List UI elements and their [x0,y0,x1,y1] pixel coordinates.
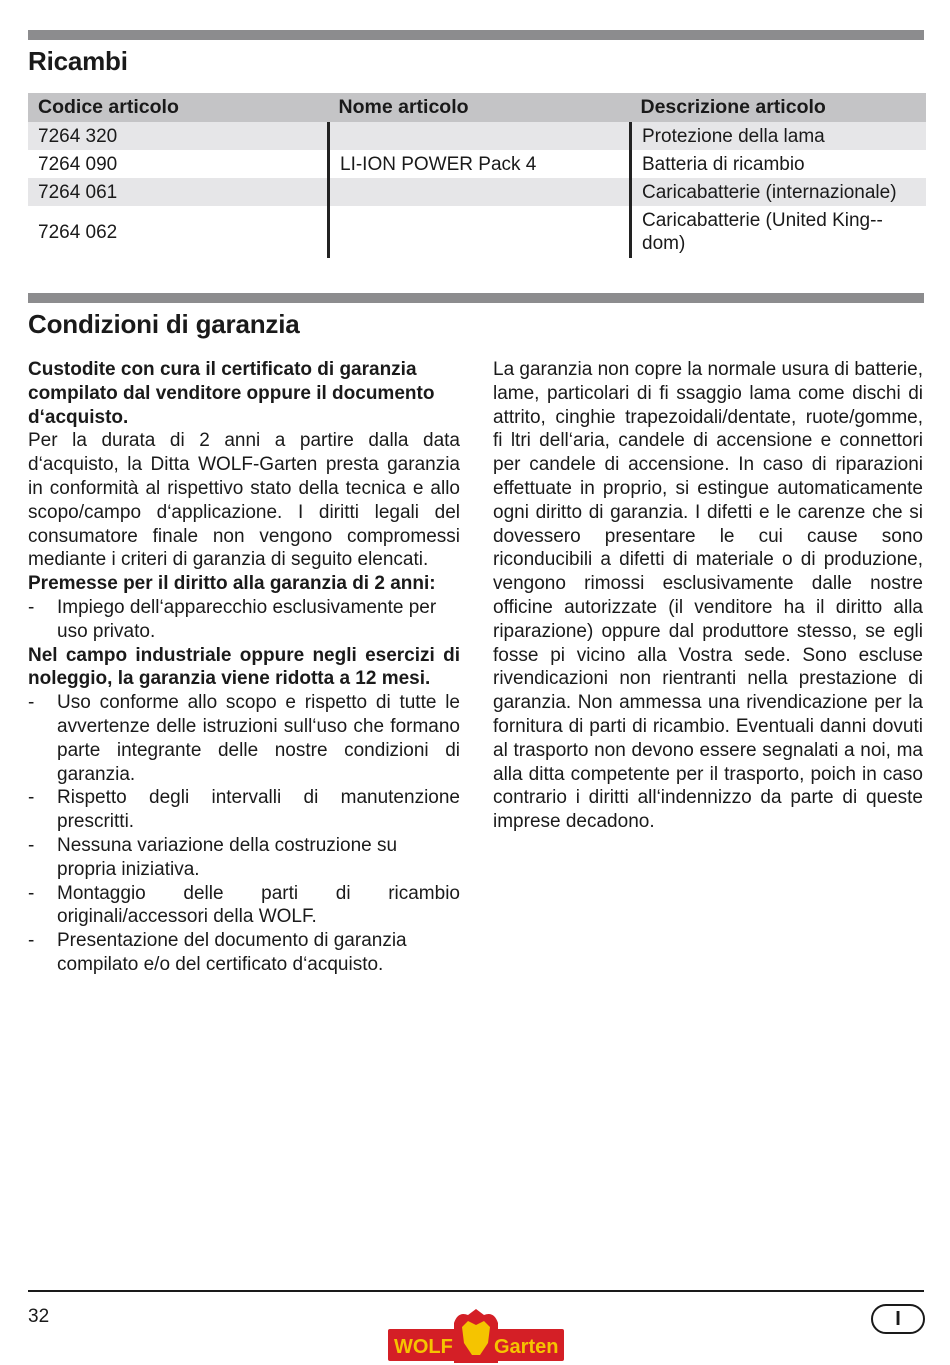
cell-description: Batteria di ricambio [642,153,805,175]
warranty-intro: Per la durata di 2 anni a partire dalla data d‘acquisto, la Ditta WOLF-Garten presta garanzia in conformità al rispettivo stato della tecnica e allo scopo/campo d‘applicazione. I diritti legali del consumatore finale non vengono compromessi mediante i criteri di garanzia di seguito elencati. [28,430,460,571]
warranty-industrial: Nel campo industriale oppure negli esercizi di noleggio, la garanzia viene ridotta a 12 mesi. [28,644,460,690]
warranty-premise: Premesse per il diritto alla garanzia di 2 anni: [28,573,436,595]
logo-wolf-text: WOLF [394,1336,453,1358]
warranty-intro-bold: Custodite con cura il certificato di garanzia compilato dal venditore oppure il documento d‘acquisto. [28,359,435,428]
cell-description: Caricabatterie (internazionale) [631,178,927,206]
bullet-text: Rispetto degli intervalli di manutenzione prescritti. [57,787,460,833]
bullet-dash: - [28,834,35,856]
bullet-dash: - [28,596,35,618]
section-rule [28,293,924,303]
bullet-dash: - [28,882,35,904]
footer-rule [28,1290,924,1292]
page-number: 32 [28,1306,50,1327]
header-name: Nome articolo [329,93,631,122]
warranty-left-column [28,358,460,977]
warranty-title: Condizioni di garanzia [28,309,300,339]
list-item [28,786,460,834]
table-row [28,178,926,206]
language-badge: I [871,1304,925,1334]
warranty-right-column [493,358,923,834]
bullet-text: Montaggio delle parti di ricambio originali/accessori della WOLF. [57,882,460,928]
warranty-exclusions: La garanzia non copre la normale usura di batterie, lame, particolari di fi ssaggio lama come dischi di attrito, cinghie trapezoidali/dentate, ruote/gomme, fi ltri dell‘aria, candele di accensione e connettori per candele di accensione. In caso di riparazioni effettuate in proprio, si estingue automaticamente ogni diritto di garanzia. I difetti e le carenze che si dovessero presentare le cui cause sono riconducibili a difetti di materiale o di produzione, vengono rimossi esclusivamente dalle nostre officine autorizzate (il venditore ha il diritto alla riparazione) oppure dal produttore stesso, se egli fosse pi vicino alla Vostra sede. Sono escluse rivendicazioni non rientranti nella prestazione di garanzia. Non ammessa una rivendicazione per la fornitura di parti di ricambio. Eventuali danni dovuti al trasporto non devono essere segnalati a noi, ma alla ditta competente per il trasporto, poich in caso contrario i diritti all‘indennizzo da parte di queste imprese decadono. [493,359,923,833]
cell-code: 7264 090 [28,150,329,178]
bullet-text: Presentazione del documento di garanzia compilato e/o del certificato d‘acquisto. [57,930,407,975]
list-item [28,929,460,977]
top-rule [28,30,924,40]
cell-description: Caricabatterie (United King-dom) [642,210,883,254]
cell-code: 7264 061 [28,178,329,206]
bullet-text: Nessuna variazione della costruzione su propria iniziativa. [57,834,398,880]
bullet-text: Impiego dell‘apparecchio esclusivamente per uso privato. [57,596,437,642]
list-item [28,834,460,882]
wolf-garten-logo [388,1309,564,1363]
cell-name [329,122,631,150]
table-row [28,206,926,258]
logo-garten-text: Garten [494,1336,559,1358]
table-row [28,122,926,150]
list-item [28,882,460,930]
cell-description: Protezione della lama [631,122,927,150]
bullet-dash: - [28,930,35,952]
list-item [28,691,460,786]
table-row [28,150,926,178]
bullet-dash: - [28,787,35,809]
table-header-row [28,93,926,122]
bullet-dash: - [28,692,35,714]
spare-parts-table [28,93,926,258]
cell-name: LI-ION POWER Pack 4 [329,150,631,178]
bullet-text: Uso conforme allo scopo e rispetto di tutte le avvertenze delle istruzioni sull‘uso che formano parte integrante delle nostre condizioni di garanzia. [57,692,460,785]
cell-name [329,178,631,206]
cell-code: 7264 320 [28,122,329,150]
header-description: Descrizione articolo [631,93,927,122]
header-code: Codice articolo [28,93,329,122]
cell-name [329,206,631,258]
list-item [28,596,460,644]
spare-parts-title: Ricambi [28,46,128,76]
cell-code: 7264 062 [28,206,329,258]
